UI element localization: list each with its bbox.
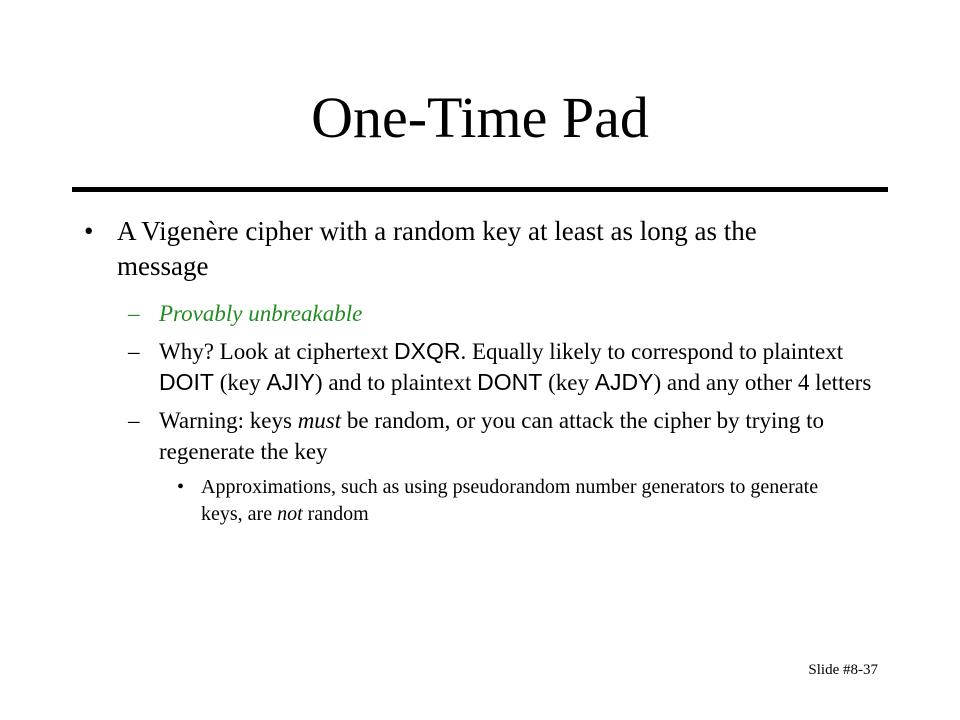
warning-text-2: be random, or you can attack the cipher by trying to regenerate the key — [159, 408, 824, 464]
why-text-1: Why? Look at ciphertext — [159, 339, 395, 364]
subsubbullet-approximations — [0, 474, 861, 528]
bullet-vigenere — [0, 214, 830, 284]
subbullet-warning — [0, 405, 879, 467]
why-text-5: (key — [542, 370, 595, 395]
title-divider — [72, 187, 888, 192]
why-text-3: (key — [213, 370, 267, 395]
dash-marker: – — [128, 408, 140, 433]
approx-text-1: Approximations, such as using pseudorandom number generators to generate keys, are — [201, 476, 819, 525]
dash-marker: – — [128, 301, 140, 326]
slide-number: Slide #8-37 — [808, 662, 878, 678]
slide-body — [0, 214, 960, 528]
bullet-marker: • — [177, 476, 185, 498]
why-text-6: ) and any other 4 letters — [653, 370, 872, 395]
slide-title: One-Time Pad — [311, 85, 649, 150]
why-text-4: ) and to plaintext — [314, 370, 478, 395]
approx-emphasis: not — [277, 503, 303, 525]
subbullet-text: Provably unbreakable — [159, 301, 363, 326]
warning-emphasis: must — [297, 408, 342, 433]
approx-text-2: random — [302, 503, 369, 525]
bullet-marker: • — [84, 216, 94, 246]
plaintext-example-1: DOIT — [159, 369, 214, 395]
subbullet-unbreakable — [0, 298, 879, 329]
key-example-1: AJIY — [266, 369, 315, 395]
warning-text-1: Warning: keys — [159, 408, 298, 433]
key-example-2: AJDY — [594, 369, 654, 395]
why-text-2: . Equally likely to correspond to plaintext — [460, 339, 844, 364]
plaintext-example-2: DONT — [477, 369, 543, 395]
bullet-text: A Vigenère cipher with a random key at least as long as the message — [117, 216, 757, 281]
ciphertext-example: DXQR — [394, 338, 461, 364]
subbullet-why — [0, 336, 879, 398]
dash-marker: – — [128, 339, 140, 364]
